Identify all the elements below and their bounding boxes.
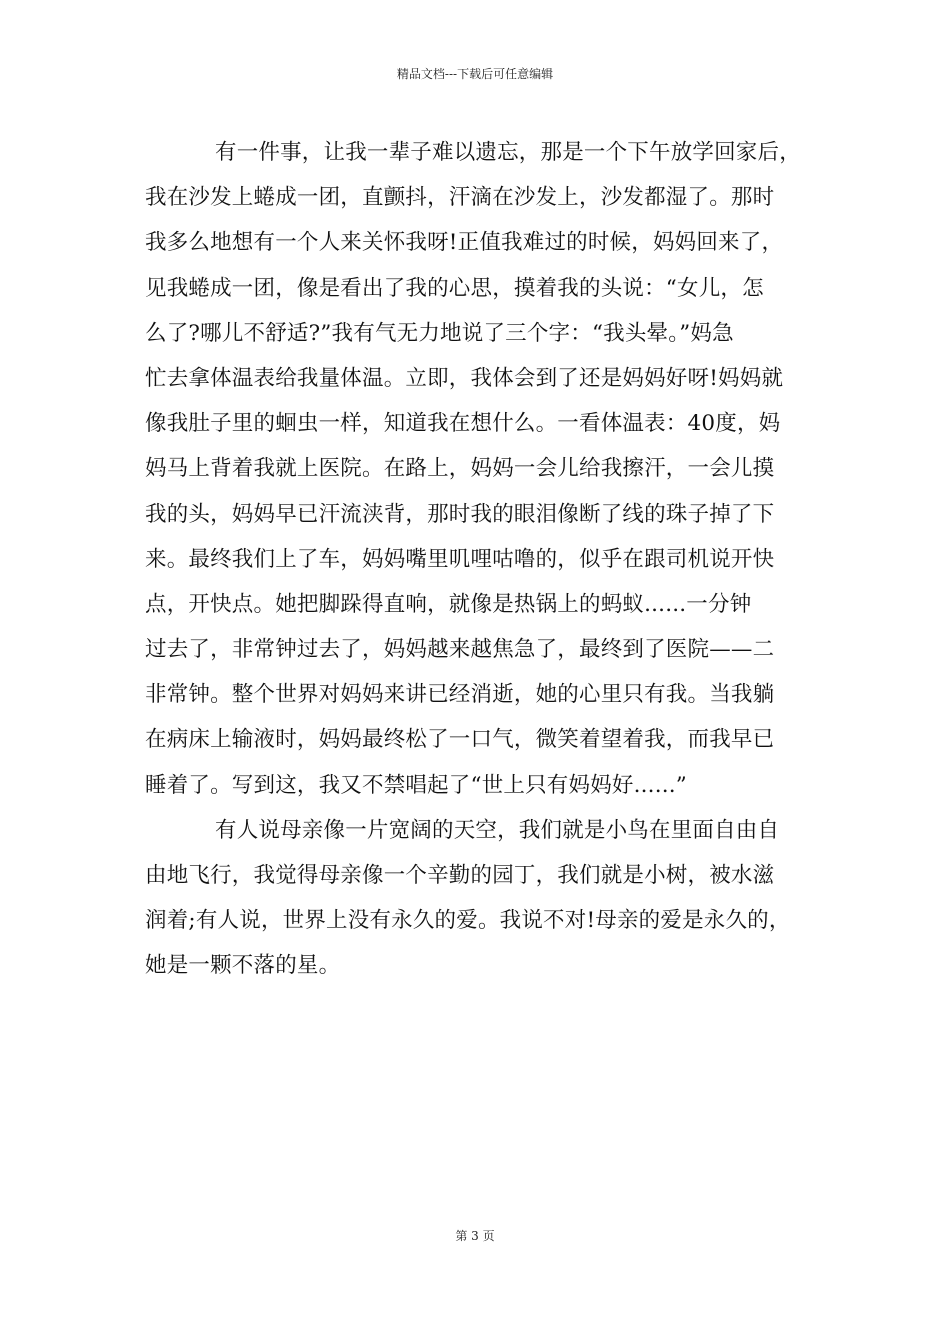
paragraph-2-line-4: 她是一颗不落的星。 — [145, 953, 341, 979]
paragraph-1-line-4: 见我蜷成一团，像是看出了我的心思，摸着我的头说：“女儿，怎 — [145, 275, 764, 301]
paragraph-1-line-7: 像我肚子里的蛔虫一样，知道我在想什么。一看体温表：40度，妈 — [145, 411, 781, 437]
paragraph-2-line-1: 有人说母亲像一片宽阔的天空，我们就是小鸟在里面自由自 — [215, 817, 780, 843]
paragraph-1-line-14: 在病床上输液时，妈妈最终松了一口气，微笑着望着我，而我早已 — [145, 727, 775, 753]
paragraph-2-line-3: 润着;有人说，世界上没有永久的爱。我说不对!母亲的爱是永久的， — [145, 908, 791, 934]
paragraph-1-line-13: 非常钟。整个世界对妈妈来讲已经消逝，她的心里只有我。当我躺 — [145, 682, 775, 708]
paragraph-1-line-9: 我的头，妈妈早已汗流浃背，那时我的眼泪像断了线的珠子掉了下 — [145, 501, 775, 527]
page-number: 第 3 页 — [455, 1229, 495, 1243]
paragraph-1-line-2: 我在沙发上蜷成一团，直颤抖，汗滴在沙发上，沙发都湿了。那时 — [145, 185, 775, 211]
paragraph-2-line-2: 由地飞行，我觉得母亲像一个辛勤的园丁，我们就是小树，被水滋 — [145, 863, 775, 888]
paragraph-1-line-11: 点，开快点。她把脚跺得直响，就像是热锅上的蚂蚁......一分钟 — [145, 591, 752, 617]
paragraph-1-line-15: 睡着了。写到这，我又不禁唱起了“世上只有妈妈好......” — [145, 772, 687, 798]
paragraph-1-line-6: 忙去拿体温表给我量体温。立即，我体会到了还是妈妈好呀!妈妈就 — [145, 365, 784, 391]
page-header: 精品文档---下载后可任意编辑 — [396, 67, 554, 81]
paragraph-1-line-10: 来。最终我们上了车，妈妈嘴里叽哩咕噜的，似乎在跟司机说开快 — [145, 546, 775, 572]
paragraph-1-line-12: 过去了，非常钟过去了，妈妈越来越焦急了，最终到了医院——二 — [145, 637, 775, 663]
paragraph-1-line-1: 有一件事，让我一辈子难以遗忘，那是一个下午放学回家后， — [215, 140, 801, 165]
paragraph-1-line-8: 妈马上背着我就上医院。在路上，妈妈一会儿给我擦汗，一会儿摸 — [145, 456, 775, 482]
document-body — [145, 130, 817, 989]
paragraph-1-line-5: 么了?哪儿不舒适?”我有气无力地说了三个字：“我头晕。”妈急 — [145, 320, 734, 346]
paragraph-1-line-3: 我多么地想有一个人来关怀我呀!正值我难过的时候，妈妈回来了， — [145, 230, 784, 256]
